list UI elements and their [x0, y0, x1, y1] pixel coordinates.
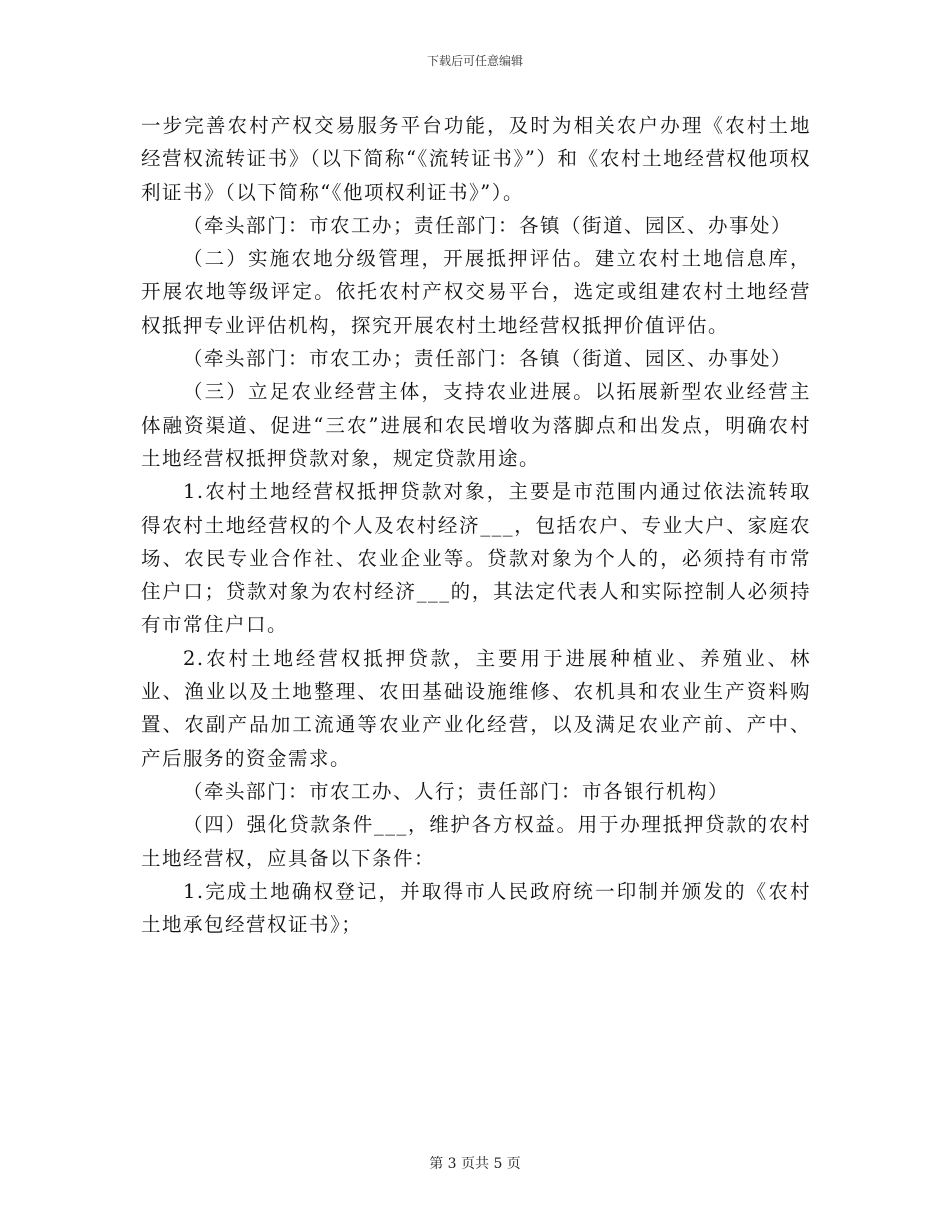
page-header: 下载后可任意编辑: [426, 54, 523, 68]
paragraph-3: （二）实施农地分级管理，开展抵押评估。建立农村土地信息库，开展农地等级评定。依托农村产权交易平台，选定或组建农村土地经营权抵押专业评估机构，探究开展农村土地经营权抵押价值评估。: [141, 247, 811, 337]
paragraph-8: （牵头部门：市农工办、人行；责任部门：市各银行机构）: [183, 779, 730, 803]
paragraph-1: 一步完善农村产权交易服务平台功能，及时为相关农户办理《农村土地经营权流转证书》（以下简称“《流转证书》”）和《农村土地经营权他项权利证书》（以下简称“《他项权利证书》”）。: [141, 114, 811, 204]
paragraph-6: 1.农村土地经营权抵押贷款对象，主要是市范围内通过依法流转取得农村土地经营权的个人及农村经济___，包括农户、专业大户、家庭农场、农民专业合作社、农业企业等。贷款对象为个人的，必须持有市常住户口；贷款对象为农村经济___的，其法定代表人和实际控制人必须持有市常住户口。: [141, 480, 811, 637]
paragraph-2: （牵头部门：市农工办；责任部门：各镇（街道、园区、办事处）: [183, 213, 793, 237]
paragraph-7: 2.农村土地经营权抵押贷款，主要用于进展种植业、养殖业、林业、渔业以及土地整理、农田基础设施维修、农机具和农业生产资料购置、农副产品加工流通等农业产业化经营，以及满足农业产前、产中、产后服务的资金需求。: [141, 646, 811, 770]
paragraph-5: （三）立足农业经营主体，支持农业进展。以拓展新型农业经营主体融资渠道、促进“三农”进展和农民增收为落脚点和出发点，明确农村土地经营权抵押贷款对象，规定贷款用途。: [141, 380, 811, 470]
document-body: [141, 109, 811, 941]
paragraph-10: 1.完成土地确权登记，并取得市人民政府统一印制并颁发的《农村土地承包经营权证书》；: [141, 879, 811, 937]
paragraph-4: （牵头部门：市农工办；责任部门：各镇（街道、园区、办事处）: [183, 347, 793, 371]
page-footer: 第 3 页共 5 页: [429, 1156, 521, 1172]
paragraph-9: （四）强化贷款条件___，维护各方权益。用于办理抵押贷款的农村土地经营权，应具备以下条件：: [141, 813, 811, 870]
